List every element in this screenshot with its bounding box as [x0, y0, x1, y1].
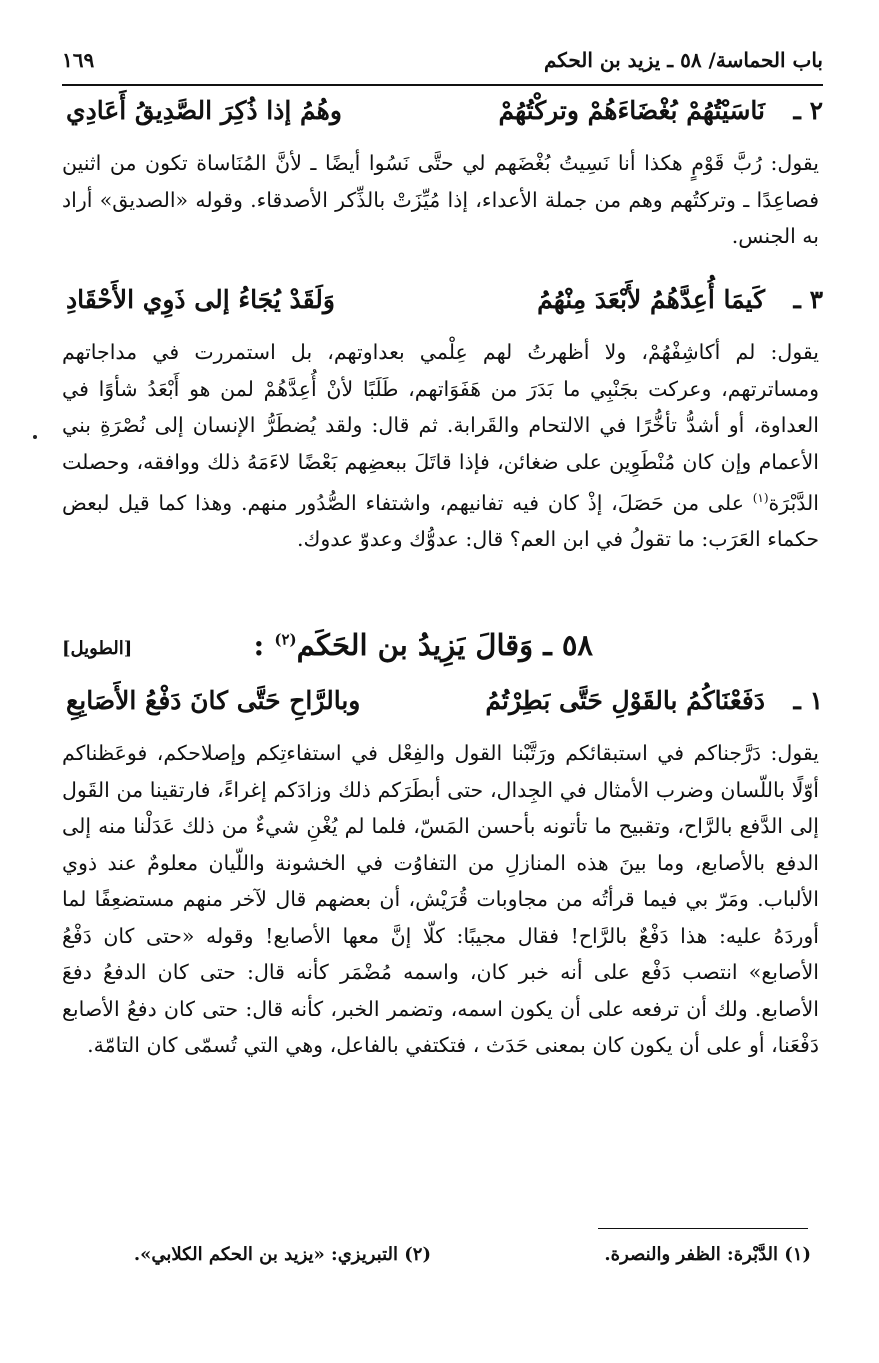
- running-title: باب الحماسة/ ٥٨ ـ يزيد بن الحكم: [544, 48, 823, 72]
- footnote-2: (٢) التبريزي: «يزيد بن الحكم الكلابي».: [133, 1244, 431, 1265]
- margin-mark: [33, 435, 37, 439]
- verse-number: ٣ ـ: [793, 285, 823, 314]
- commentary-verse-58-1: يقول: دَرَّجناكم في استبقائكم ورَتَّبْنا القول والفِعْل في استفاءتِكم وإصلاحكم، فوعَظناكم أوّلًا باللّسان وضرب الأمثال في الجِدال، حتى أبطَرَكم ذلك وزادَكم إغراءً، فارتقينا من القَول إلى الدَّفع بالرَّاح، وتقبيح ما تأتونه بأحسن المَسّ، فلما لم يُغْنِ شيءٌ من ذلك عَدَلْنا منه إلى الدفع بالأصابع، وما بينَ هذه المنازلِ من التفاوُت في الخشونة واللّيان معلومٌ عند ذوي الألباب. ومَرّ بي فيما قرأتُه من مجاوبات قُرَيْش، أن بعضهم قال لآخر منهم مستضعِفًا لما أوردَهُ عليه: هذا دَفْعٌ بالرَّاح! فقال مجيبًا: كلّا إنَّ معها الأصابع! وقوله «حتى كان دَفْعُ الأصابع» انتصب دَفْع على أنه خبر كان، واسمه مُضْمَر كأنه قال: حتى كان الدفعُ دفعَ الأصابع. ولك أن ترفعه على أن يكون اسمه، وتضمر الخبر، كأنه قال: حتى كان دفعُ الأصابع دَفْعَنا، أو على أن يكون كان بمعنى حَدَث ، فتكتفي بالفاعل، وهي التي تُسمّى كان التامّة.: [62, 741, 819, 1057]
- verse-number: ١ ـ: [793, 686, 823, 715]
- poetic-meter: [الطويل]: [62, 638, 133, 659]
- verse-first-hemistich: نَاسَيْتُهُمْ بُغْضَاءَهُمْ وتركْتُهُمْ: [498, 96, 765, 125]
- commentary-verse-2: يقول: رُبَّ قَوْمٍ هكذا أنا نَسِيتُ بُغْضَهم لي حتَّى نَسُوا أيضًا ـ لأنَّ المُنَاساة تكون من اثنين فصاعِدًا ـ وتركتُهم وهم من جملة الأعداء، إذا مُيِّزَتْ بالذِّكر الأصدقاء. وقوله «الصديق» أراد به الجنس.: [62, 151, 819, 248]
- verse-2: [60, 92, 823, 134]
- verse-second-hemistich: وَلَقَدْ يُجَاءُ إلى ذَوِي الأَحْقَادِ: [66, 285, 335, 314]
- section-footnote-mark: (٢): [274, 630, 297, 649]
- verse-number: ٢ ـ: [793, 96, 823, 125]
- verse-58-1: [60, 682, 823, 724]
- verse-3: [60, 281, 823, 323]
- section-title-colon: :: [253, 628, 265, 662]
- page-number: ١٦٩: [62, 48, 95, 72]
- footnote-1: (١) الدَّبْرة: الظفر والنصرة.: [604, 1244, 811, 1265]
- section-heading: [62, 628, 823, 674]
- verse-first-hemistich: كَيمَا أُعِدَّهُمُ لأَبْعَدَ مِنْهُمُ: [537, 285, 765, 314]
- verse-second-hemistich: وهُمُ إذا ذُكِرَ الصَّدِيقُ أَعَادِي: [66, 96, 342, 125]
- commentary-verse-3: يقول: لم أكاشِفْهُمْ، ولا أظهرتُ لهم عِلْمي بعداوتهم، بل استمررت في مداجاتهم ومساترتهم، وعركت بجَنْبِي ما بَدَرَ من هَفَوَاتهم، طَلَبًا لأنْ أُعِدَّهُمْ لمن هو أَبْعَدُ شأوًا في العداوة، أو أشدُّ تأخُّرًا في الالتحام والقَرابة. ثم قال: ولقد يُضطَرُّ الإنسان إلى نُصْرَةِ بني الأعمام وإن كان مُنْطَوِين على ضغائن، فإذا قاتَلَ ببعضِهم بَعْضًا لاءَمَهُ ذلك ووافقه، وحصلت الدَّبْرَة$^{(١)}$ على من حَصَلَ، إذْ كان فيه تفانيهم، واشتفاء الصُّدُور منهم. وهذا كما قيل لبعض حكماء العَرَب: ما تقولُ في ابن العم؟ قال: عدوُّك وعدوّ عدوك.: [62, 340, 819, 552]
- footnote-ref-1: (١): [752, 491, 769, 505]
- footnote-divider: [598, 1228, 808, 1229]
- section-title-text: ٥٨ ـ وَقالَ يَزِيدُ بن الحَكَم: [296, 628, 593, 662]
- section-title: [254, 628, 593, 662]
- verse-second-hemistich: وبالرَّاحِ حَتَّى كانَ دَفْعُ الأَصَابِعِ: [66, 686, 361, 715]
- page-header: [62, 44, 823, 86]
- footnotes: [62, 1244, 811, 1274]
- verse-first-hemistich: دَفَعْنَاكُمُ بالقَوْلِ حَتَّى بَطِرْتُمُ: [485, 686, 765, 715]
